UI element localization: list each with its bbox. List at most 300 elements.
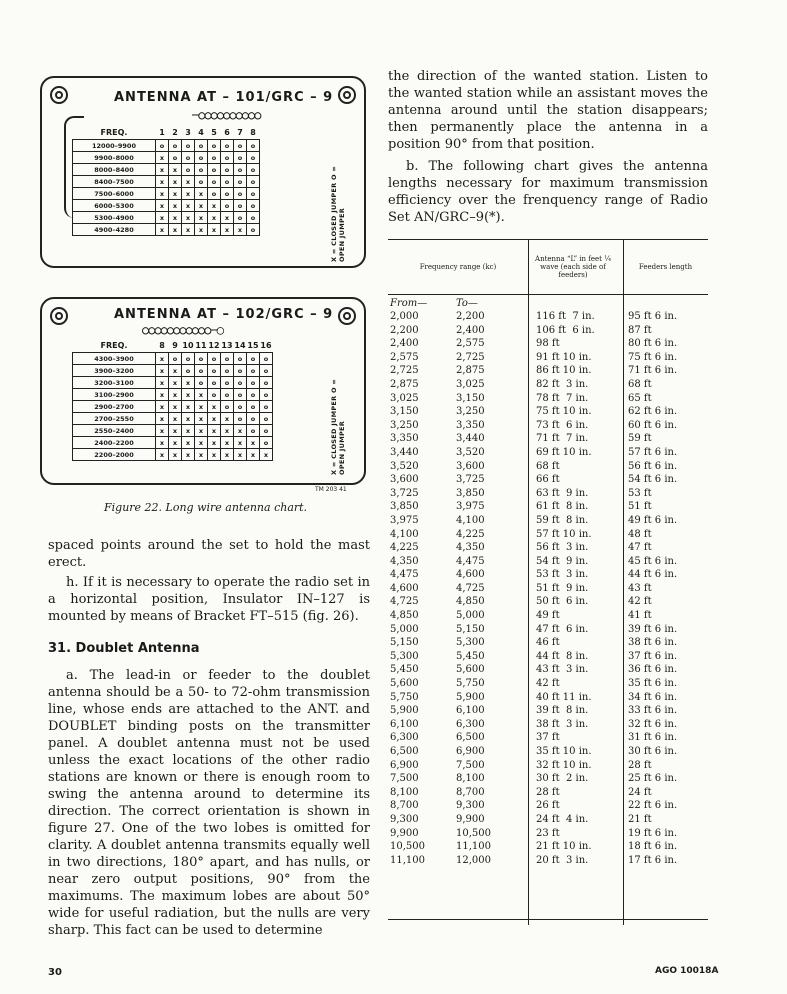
jumper-cell: x bbox=[195, 401, 208, 413]
jumper-column-number: 8 bbox=[159, 341, 165, 350]
jumper-cell: x bbox=[182, 176, 195, 188]
jumper-cell: o bbox=[195, 365, 208, 377]
jumper-column-number: 8 bbox=[250, 128, 256, 137]
paragraph-direction: the direction of the wanted station. Listen to the wanted station while an assistant moves the antenna around until the station disappears; then permanently place the antenna in a position 90° from that position. bbox=[388, 69, 708, 152]
feeder-length-cell: 17 ft 6 in. bbox=[628, 854, 678, 866]
jumper-cell: o bbox=[169, 353, 182, 365]
freq-range-cell: 4900–4280 bbox=[73, 224, 156, 236]
jumper-cell: o bbox=[247, 353, 260, 365]
from-cell: 3,440 bbox=[390, 446, 419, 458]
antenna-length-cell: 39 ft 8 in. bbox=[536, 705, 589, 717]
jumper-row bbox=[73, 176, 260, 188]
to-cell: 3,725 bbox=[456, 474, 485, 486]
table-row bbox=[388, 760, 708, 774]
jumper-cell: x bbox=[182, 224, 195, 236]
feeder-length-cell: 19 ft 6 in. bbox=[628, 827, 678, 839]
jumper-cell: o bbox=[247, 152, 260, 164]
freq-range-cell: 7500–6000 bbox=[73, 188, 156, 200]
from-cell: 5,900 bbox=[390, 705, 419, 717]
paragraph-h: h. If it is necessary to operate the radio set in a horizontal position, Insulator IN–127 is mounted by means of Bracket FT–515 (fig. 26). bbox=[48, 575, 370, 624]
jumper-row bbox=[73, 401, 273, 413]
from-cell: 2,000 bbox=[390, 311, 419, 322]
jumper-cell: x bbox=[208, 401, 221, 413]
table-row bbox=[388, 664, 708, 678]
jumper-cell: x bbox=[195, 188, 208, 200]
freq-range-cell: 2700–2550 bbox=[73, 413, 156, 425]
feeder-length-cell: 22 ft 6 in. bbox=[628, 800, 678, 812]
jumper-cell: x bbox=[195, 224, 208, 236]
jumper-cell: o bbox=[221, 164, 234, 176]
jumper-cell: x bbox=[208, 413, 221, 425]
jumper-cell: o bbox=[195, 353, 208, 365]
jumper-column-number: 14 bbox=[234, 341, 246, 350]
paragraph-a: a. The lead-in or feeder to the doublet antenna should be a 50- to 72-ohm transmission line, whose ends are attached to the ANT. and DOUBLET binding posts on the transmitter panel. A doublet antenna must not be used unless the exact locations of the other radio stations are known or there is enough room to swing the antenna around to determine its direction. The correct orientation is shown in figure 27. One of the two lobes is omitted for clarity. A doublet antenna transmits equally well in two directions, 180° apart, and has nulls, or near zero output positions, 90° from the maximums. The maximum lobes are about 50° wide for useful radiation, but the nulls are very sharp. This fact can be used to determine bbox=[48, 668, 370, 938]
jumper-cell: o bbox=[234, 176, 247, 188]
feeder-length-cell: 31 ft 6 in. bbox=[628, 732, 678, 744]
feeder-length-cell: 43 ft bbox=[628, 582, 652, 594]
table-row bbox=[388, 583, 708, 597]
to-cell: 12,000 bbox=[456, 854, 491, 866]
antenna-length-cell: 66 ft bbox=[536, 474, 560, 486]
jumper-row bbox=[73, 377, 273, 389]
feeder-length-cell: 21 ft bbox=[628, 813, 652, 825]
to-cell: 2,875 bbox=[456, 365, 485, 377]
antenna-length-cell: 43 ft 3 in. bbox=[536, 664, 589, 676]
from-cell: 9,300 bbox=[390, 813, 419, 825]
chain-icon: ○○○○○○○○○○○─◯ bbox=[142, 323, 223, 337]
jumper-cell: x bbox=[169, 401, 182, 413]
jumper-row bbox=[73, 413, 273, 425]
jumper-cell: o bbox=[182, 353, 195, 365]
jumper-cell: o bbox=[182, 164, 195, 176]
jumper-cell: o bbox=[234, 212, 247, 224]
jumper-cell: o bbox=[221, 200, 234, 212]
jumper-column-number: 15 bbox=[247, 341, 259, 350]
antenna-length-cell: 57 ft 10 in. bbox=[536, 528, 592, 540]
jumper-table-1 bbox=[72, 126, 260, 236]
antenna-length-cell: 44 ft 8 in. bbox=[536, 650, 589, 662]
antenna-length-cell: 47 ft 6 in. bbox=[536, 623, 589, 635]
table-row bbox=[388, 501, 708, 515]
jumper-cell: o bbox=[260, 353, 273, 365]
table-row bbox=[388, 447, 708, 461]
table-row bbox=[388, 855, 708, 869]
feeder-length-cell: 24 ft bbox=[628, 786, 652, 798]
jumper-column-number: 13 bbox=[221, 341, 233, 350]
to-cell: 3,150 bbox=[456, 392, 485, 404]
jumper-row bbox=[73, 353, 273, 365]
from-cell: 2,875 bbox=[390, 378, 419, 390]
from-cell: 3,250 bbox=[390, 419, 419, 431]
antenna-length-cell: 50 ft 6 in. bbox=[536, 596, 589, 608]
antenna-length-cell: 106 ft 6 in. bbox=[536, 324, 595, 336]
jumper-cell: x bbox=[169, 212, 182, 224]
feeder-length-cell: 32 ft 6 in. bbox=[628, 718, 678, 730]
antenna-length-cell: 53 ft 3 in. bbox=[536, 569, 589, 581]
jumper-cell: o bbox=[247, 365, 260, 377]
jumper-cell: o bbox=[247, 413, 260, 425]
table-bottom-rule bbox=[388, 919, 708, 920]
antenna-length-cell: 75 ft 10 in. bbox=[536, 406, 592, 418]
to-cell: 4,475 bbox=[456, 555, 485, 567]
to-cell: 9,300 bbox=[456, 800, 485, 812]
jumper-cell: x bbox=[221, 212, 234, 224]
jumper-row bbox=[73, 437, 273, 449]
feeder-length-cell: 87 ft bbox=[628, 324, 652, 336]
jumper-cell: o bbox=[247, 188, 260, 200]
feeder-length-cell: 59 ft bbox=[628, 433, 652, 445]
feeder-length-cell: 34 ft 6 in. bbox=[628, 691, 678, 703]
jumper-cell: o bbox=[182, 140, 195, 152]
jumper-cell: x bbox=[169, 224, 182, 236]
jumper-cell: x bbox=[169, 449, 182, 461]
jumper-legend: X = CLOSED JUMPER O = OPEN JUMPER bbox=[330, 165, 346, 262]
table-row bbox=[388, 624, 708, 638]
freq-range-cell: 9900–8000 bbox=[73, 152, 156, 164]
from-cell: 2,400 bbox=[390, 338, 419, 350]
jumper-cell: x bbox=[182, 200, 195, 212]
jumper-header-row bbox=[73, 339, 273, 353]
jumper-cell: o bbox=[208, 188, 221, 200]
jumper-cell: o bbox=[156, 140, 169, 152]
table-row bbox=[388, 814, 708, 828]
table-row bbox=[388, 773, 708, 787]
feeder-length-cell: 44 ft 6 in. bbox=[628, 569, 678, 581]
jumper-cell: o bbox=[208, 377, 221, 389]
jumper-cell: o bbox=[260, 437, 273, 449]
jumper-column-number: 7 bbox=[237, 128, 243, 137]
table-row bbox=[388, 488, 708, 502]
screw-icon bbox=[50, 307, 68, 325]
jumper-legend: X = CLOSED JUMPER O = OPEN JUMPER bbox=[330, 378, 346, 475]
antenna-length-cell: 54 ft 9 in. bbox=[536, 555, 589, 567]
from-cell: 3,725 bbox=[390, 487, 419, 499]
jumper-cell: o bbox=[195, 140, 208, 152]
table-row bbox=[388, 515, 708, 529]
jumper-cell: x bbox=[169, 365, 182, 377]
jumper-cell: o bbox=[247, 389, 260, 401]
jumper-row bbox=[73, 200, 260, 212]
feeder-length-cell: 41 ft bbox=[628, 610, 652, 622]
to-cell: 3,850 bbox=[456, 487, 485, 499]
feeder-length-cell: 30 ft 6 in. bbox=[628, 746, 678, 757]
freq-range-cell: 3900–3200 bbox=[73, 365, 156, 377]
feeder-length-cell: 57 ft 6 in. bbox=[628, 446, 678, 458]
freq-range-cell: 8000–8400 bbox=[73, 164, 156, 176]
jumper-cell: x bbox=[156, 176, 169, 188]
from-cell: 8,700 bbox=[390, 800, 419, 812]
column-divider bbox=[528, 240, 529, 294]
antenna-length-table bbox=[388, 239, 708, 868]
jumper-cell: o bbox=[195, 377, 208, 389]
table-row bbox=[388, 433, 708, 447]
jumper-cell: o bbox=[221, 389, 234, 401]
to-cell: 6,100 bbox=[456, 705, 485, 717]
freq-range-cell: 6000–5300 bbox=[73, 200, 156, 212]
table-row bbox=[388, 828, 708, 842]
to-cell: 4,350 bbox=[456, 542, 485, 554]
antenna-length-cell: 78 ft 7 in. bbox=[536, 392, 589, 404]
jumper-cell: o bbox=[234, 401, 247, 413]
jumper-row bbox=[73, 188, 260, 200]
table-row bbox=[388, 406, 708, 420]
jumper-cell: x bbox=[221, 437, 234, 449]
from-cell: 3,520 bbox=[390, 460, 419, 472]
from-cell: 5,000 bbox=[390, 623, 419, 635]
jumper-row bbox=[73, 425, 273, 437]
jumper-cell: x bbox=[182, 413, 195, 425]
antenna-plate-at102 bbox=[40, 297, 366, 485]
antenna-length-cell: 98 ft bbox=[536, 338, 560, 350]
jumper-cell: o bbox=[260, 401, 273, 413]
antenna-length-cell: 51 ft 9 in. bbox=[536, 582, 589, 594]
to-cell: 5,600 bbox=[456, 664, 485, 676]
feeder-length-cell: 45 ft 6 in. bbox=[628, 555, 678, 567]
jumper-cell: x bbox=[156, 449, 169, 461]
table-row bbox=[388, 678, 708, 692]
jumper-row bbox=[73, 365, 273, 377]
jumper-cell: o bbox=[182, 365, 195, 377]
jumper-row bbox=[73, 164, 260, 176]
jumper-row bbox=[73, 140, 260, 152]
jumper-cell: o bbox=[234, 377, 247, 389]
jumper-cell: x bbox=[221, 413, 234, 425]
feeder-length-cell: 28 ft bbox=[628, 759, 652, 771]
jumper-cell: x bbox=[247, 449, 260, 461]
feeder-length-cell: 33 ft 6 in. bbox=[628, 705, 678, 717]
feeder-length-cell: 37 ft 6 in. bbox=[628, 650, 678, 662]
jumper-cell: o bbox=[247, 425, 260, 437]
jumper-cell: o bbox=[247, 212, 260, 224]
section-heading: 31. Doublet Antenna bbox=[48, 641, 200, 656]
jumper-cell: x bbox=[156, 200, 169, 212]
table-row bbox=[388, 787, 708, 801]
from-cell: 3,850 bbox=[390, 501, 419, 513]
jumper-cell: o bbox=[247, 200, 260, 212]
column-divider bbox=[528, 293, 529, 925]
antenna-length-cell: 82 ft 3 in. bbox=[536, 378, 589, 390]
to-cell: 3,975 bbox=[456, 501, 485, 513]
from-cell: 7,500 bbox=[390, 773, 419, 785]
jumper-cell: o bbox=[247, 377, 260, 389]
jumper-cell: x bbox=[234, 449, 247, 461]
to-cell: 6,300 bbox=[456, 718, 485, 730]
freq-range-cell: 3100–2900 bbox=[73, 389, 156, 401]
jumper-column-number: 2 bbox=[172, 128, 178, 137]
jumper-cell: o bbox=[169, 140, 182, 152]
jumper-column-number: 16 bbox=[260, 341, 272, 350]
antenna-length-cell: 86 ft 10 in. bbox=[536, 365, 592, 377]
feeder-length-cell: 36 ft 6 in. bbox=[628, 664, 678, 676]
antenna-length-cell: 20 ft 3 in. bbox=[536, 854, 589, 866]
jumper-cell: o bbox=[234, 353, 247, 365]
from-cell: 8,100 bbox=[390, 786, 419, 798]
feeder-length-cell: 38 ft 6 in. bbox=[628, 637, 678, 649]
jumper-cell: x bbox=[156, 164, 169, 176]
antenna-length-cell: 26 ft bbox=[536, 800, 560, 812]
to-cell: 10,500 bbox=[456, 827, 491, 839]
feeder-length-cell: 65 ft bbox=[628, 392, 652, 404]
freq-range-cell: 12000–9900 bbox=[73, 140, 156, 152]
jumper-column-number: 10 bbox=[182, 341, 194, 350]
jumper-cell: o bbox=[234, 413, 247, 425]
feeder-length-cell: 25 ft 6 in. bbox=[628, 773, 678, 785]
column-divider bbox=[623, 240, 624, 294]
header-feeders: Feeders length bbox=[638, 263, 693, 271]
table-row bbox=[388, 569, 708, 583]
from-cell: 5,300 bbox=[390, 650, 419, 662]
to-cell: 7,500 bbox=[456, 759, 485, 771]
feeder-length-cell: 75 ft 6 in. bbox=[628, 351, 678, 363]
chain-icon: ─○○○○○○○○○○ bbox=[192, 108, 261, 122]
to-cell: 4,725 bbox=[456, 582, 485, 594]
jumper-column-number: 4 bbox=[198, 128, 204, 137]
table-header bbox=[388, 239, 708, 295]
jumper-cell: x bbox=[234, 437, 247, 449]
table-row bbox=[388, 719, 708, 733]
table-row bbox=[388, 637, 708, 651]
jumper-row bbox=[73, 224, 260, 236]
table-row bbox=[388, 542, 708, 556]
figure-caption: Figure 22. Long wire antenna chart. bbox=[104, 501, 308, 514]
from-cell: 3,600 bbox=[390, 474, 419, 486]
from-cell: 5,450 bbox=[390, 664, 419, 676]
jumper-column-number: 6 bbox=[224, 128, 230, 137]
jumper-column-number: 9 bbox=[172, 341, 178, 350]
antenna-length-cell: 37 ft bbox=[536, 732, 560, 744]
jumper-cell: x bbox=[169, 377, 182, 389]
jumper-cell: o bbox=[234, 140, 247, 152]
jumper-cell: o bbox=[182, 152, 195, 164]
jumper-cell: x bbox=[156, 353, 169, 365]
jumper-cell: x bbox=[208, 212, 221, 224]
jumper-cell: x bbox=[156, 425, 169, 437]
jumper-cell: o bbox=[247, 401, 260, 413]
jumper-cell: o bbox=[260, 425, 273, 437]
from-cell: 4,100 bbox=[390, 528, 419, 540]
jumper-cell: o bbox=[247, 164, 260, 176]
jumper-cell: x bbox=[234, 224, 247, 236]
jumper-header-row bbox=[73, 126, 260, 140]
jumper-cell: o bbox=[195, 152, 208, 164]
table-row bbox=[388, 461, 708, 475]
jumper-cell: x bbox=[169, 413, 182, 425]
antenna-length-cell: 24 ft 4 in. bbox=[536, 813, 589, 825]
feeder-length-cell: 60 ft 6 in. bbox=[628, 419, 678, 431]
antenna-length-cell: 59 ft 8 in. bbox=[536, 514, 589, 526]
jumper-cell: x bbox=[169, 200, 182, 212]
antenna-length-cell: 38 ft 3 in. bbox=[536, 718, 589, 730]
from-cell: 5,600 bbox=[390, 678, 419, 690]
jumper-cell: o bbox=[234, 152, 247, 164]
antenna-length-cell: 23 ft bbox=[536, 827, 560, 839]
freq-range-cell: 2400–2200 bbox=[73, 437, 156, 449]
to-cell: 4,600 bbox=[456, 569, 485, 581]
feeder-length-cell: 39 ft 6 in. bbox=[628, 623, 678, 635]
jumper-row bbox=[73, 449, 273, 461]
freq-range-cell: 2900–2700 bbox=[73, 401, 156, 413]
feeder-length-cell: 53 ft bbox=[628, 487, 652, 499]
from-cell: 3,025 bbox=[390, 392, 419, 404]
to-cell: 6,900 bbox=[456, 746, 485, 757]
to-cell: 3,025 bbox=[456, 378, 485, 390]
to-cell: 4,225 bbox=[456, 528, 485, 540]
to-cell: 2,725 bbox=[456, 351, 485, 363]
from-cell: 4,475 bbox=[390, 569, 419, 581]
feeder-length-cell: 68 ft bbox=[628, 378, 652, 390]
jumper-cell: x bbox=[195, 425, 208, 437]
to-cell: 2,400 bbox=[456, 324, 485, 336]
jumper-cell: x bbox=[208, 449, 221, 461]
jumper-row bbox=[73, 389, 273, 401]
from-label: From— bbox=[390, 298, 428, 309]
jumper-cell: o bbox=[247, 224, 260, 236]
table-row bbox=[388, 379, 708, 393]
jumper-column-number: 3 bbox=[185, 128, 191, 137]
to-cell: 8,100 bbox=[456, 773, 485, 785]
jumper-cell: o bbox=[221, 176, 234, 188]
jumper-cell: x bbox=[169, 389, 182, 401]
antenna-length-cell: 40 ft 11 in. bbox=[536, 691, 592, 703]
jumper-cell: x bbox=[169, 188, 182, 200]
antenna-length-cell: 68 ft bbox=[536, 460, 560, 472]
antenna-length-cell: 56 ft 3 in. bbox=[536, 542, 589, 554]
table-row bbox=[388, 651, 708, 665]
jumper-cell: x bbox=[169, 176, 182, 188]
jumper-cell: o bbox=[234, 188, 247, 200]
jumper-cell: x bbox=[234, 425, 247, 437]
table-row bbox=[388, 352, 708, 366]
antenna-length-cell: 61 ft 8 in. bbox=[536, 501, 589, 513]
table-row bbox=[388, 692, 708, 706]
jumper-cell: o bbox=[221, 365, 234, 377]
antenna-length-cell: 116 ft 7 in. bbox=[536, 311, 595, 322]
header-frequency: Frequency range (kc) bbox=[419, 263, 497, 271]
table-row bbox=[388, 746, 708, 760]
jumper-cell: o bbox=[208, 365, 221, 377]
from-cell: 5,150 bbox=[390, 637, 419, 649]
antenna-length-cell: 71 ft 7 in. bbox=[536, 433, 589, 445]
to-cell: 5,150 bbox=[456, 623, 485, 635]
jumper-cell: o bbox=[208, 164, 221, 176]
jumper-cell: o bbox=[208, 176, 221, 188]
freq-range-cell: 2550–2400 bbox=[73, 425, 156, 437]
freq-range-cell: 5300–4900 bbox=[73, 212, 156, 224]
table-row bbox=[388, 474, 708, 488]
jumper-cell: x bbox=[195, 449, 208, 461]
paragraph-b: b. The following chart gives the antenna lengths necessary for maximum transmission efficiency over the frenquency range of Radio Set AN/GRC–9(*). bbox=[388, 159, 708, 225]
table-row bbox=[388, 393, 708, 407]
jumper-cell: x bbox=[156, 437, 169, 449]
jumper-column-number: 12 bbox=[208, 341, 220, 350]
feeder-length-cell: 95 ft 6 in. bbox=[628, 311, 678, 322]
from-cell: 5,750 bbox=[390, 691, 419, 703]
to-cell: 4,850 bbox=[456, 596, 485, 608]
jumper-cell: o bbox=[260, 413, 273, 425]
jumper-cell: x bbox=[208, 200, 221, 212]
from-cell: 4,600 bbox=[390, 582, 419, 594]
jumper-cell: x bbox=[156, 401, 169, 413]
antenna-length-cell: 35 ft 10 in. bbox=[536, 746, 592, 757]
antenna-length-cell: 69 ft 10 in. bbox=[536, 446, 592, 458]
to-cell: 5,750 bbox=[456, 678, 485, 690]
to-cell: 3,440 bbox=[456, 433, 485, 445]
jumper-cell: o bbox=[234, 164, 247, 176]
jumper-table-2 bbox=[72, 339, 273, 461]
to-cell: 3,520 bbox=[456, 446, 485, 458]
screw-icon bbox=[338, 307, 356, 325]
to-cell: 4,100 bbox=[456, 514, 485, 526]
